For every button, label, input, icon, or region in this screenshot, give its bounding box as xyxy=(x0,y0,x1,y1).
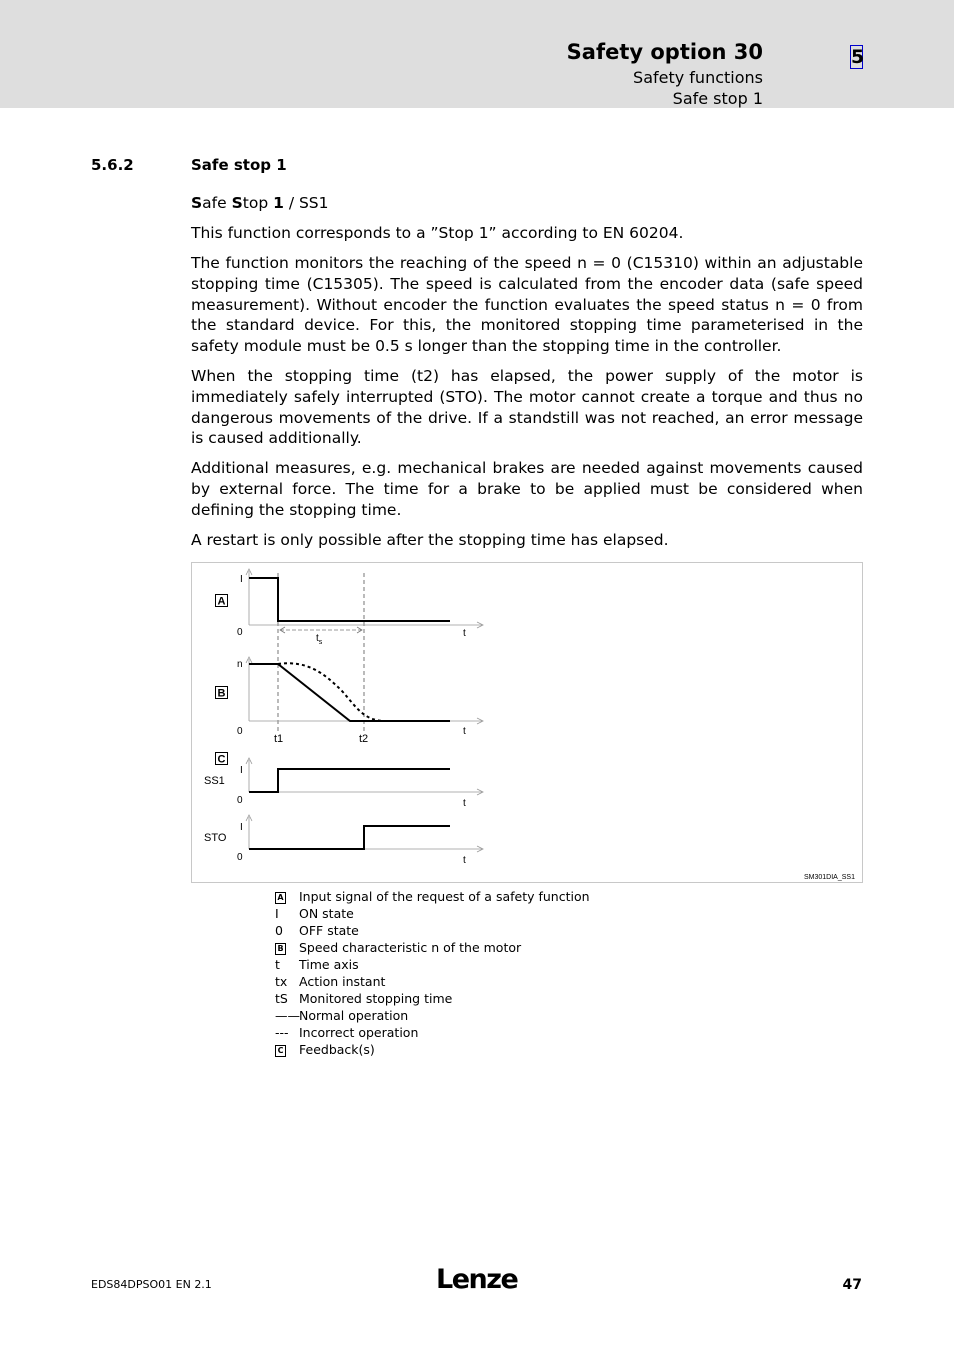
chart-ss1-zero-label: 0 xyxy=(237,795,243,806)
chart-sto-signal xyxy=(249,826,450,849)
chart-b-time-label: t xyxy=(463,726,466,737)
legend-symbol: C xyxy=(275,1041,295,1058)
legend-text: OFF state xyxy=(299,923,359,938)
legend-text: Time axis xyxy=(299,957,359,972)
chart-a-time-label: t xyxy=(463,628,466,639)
chart-sto-on-label: I xyxy=(240,822,243,833)
t2-label: t2 xyxy=(359,733,369,745)
legend-symbol: --- xyxy=(275,1025,289,1040)
legend-symbol: tx xyxy=(275,974,288,989)
paragraph-1: This function corresponds to a ”Stop 1” according to EN 60204. xyxy=(191,224,684,242)
chart-a-on-label: I xyxy=(240,574,243,585)
legend-symbol: I xyxy=(275,906,279,921)
chart-a-zero-label: 0 xyxy=(237,627,243,638)
header-subtitle-subsection: Safe stop 1 xyxy=(672,89,763,108)
chart-a-signal xyxy=(249,578,450,621)
legend-item xyxy=(275,939,735,956)
legend-text: Monitored stopping time xyxy=(299,991,453,1006)
legend-symbol: 0 xyxy=(275,923,283,938)
legend-item xyxy=(275,1041,735,1058)
subtitle-text-afe: afe xyxy=(202,194,232,212)
legend-text: Speed characteristic n of the motor xyxy=(299,940,522,955)
ts-bracket xyxy=(280,627,362,633)
chart-ss1-on-label: I xyxy=(240,765,243,776)
legend-item xyxy=(275,888,735,905)
legend-item xyxy=(275,1024,735,1041)
chart-ss1-signal xyxy=(249,769,450,792)
legend-text: Normal operation xyxy=(299,1008,409,1023)
label-box-b xyxy=(216,687,228,700)
section-subtitle xyxy=(191,194,329,212)
legend-item xyxy=(275,990,735,1007)
paragraph-2: The function monitors the reaching of the speed n = 0 (C15310) within an adjustable stopping time (C15305). The speed is calculated from the encoder data (safe speed measurement). Without encoder the function evaluates the speed status n = 0 from the standard device. For this, the monitored stopping time parameterised in the safety module must be 0.5 s longer than the stopping time in the controller. xyxy=(191,254,863,356)
lenze-logo: Lenze xyxy=(436,1264,518,1295)
legend-item xyxy=(275,922,735,939)
footer-document-id: EDS84DPSO01 EN 2.1 xyxy=(91,1278,212,1291)
subtitle-bold-s2: S xyxy=(231,194,243,212)
ss1-signal-label: SS1 xyxy=(204,775,225,787)
header-subtitle-section: Safety functions xyxy=(633,68,763,87)
legend-text: ON state xyxy=(299,906,354,921)
section-number: 5.6.2 xyxy=(91,156,134,174)
svg-text:C: C xyxy=(217,753,226,766)
legend-symbol: A xyxy=(275,888,295,905)
legend-text: Incorrect operation xyxy=(299,1025,419,1040)
t1-label: t1 xyxy=(274,733,284,745)
subtitle-bold-s: S xyxy=(191,194,203,212)
page-number: 47 xyxy=(842,1277,862,1293)
chart-b-n-label: n xyxy=(237,659,243,670)
chart-b-incorrect-speed xyxy=(278,663,386,721)
subtitle-text-ss1: / SS1 xyxy=(283,194,329,212)
diagram-legend xyxy=(275,888,735,1058)
chart-b-normal-speed xyxy=(249,664,450,721)
header-title: Safety option 30 xyxy=(566,40,763,64)
section-title: Safe stop 1 xyxy=(191,156,287,174)
chart-a-axes xyxy=(246,569,483,628)
legend-text: Action instant xyxy=(299,974,386,989)
page-header xyxy=(0,0,954,108)
chart-sto-time-label: t xyxy=(463,855,466,866)
legend-text: Input signal of the request of a safety function xyxy=(299,889,590,904)
legend-symbol: B xyxy=(275,939,295,956)
chapter-number-badge: 5 xyxy=(851,46,865,68)
legend-item xyxy=(275,1007,735,1024)
legend-symbol: tS xyxy=(275,991,288,1006)
subtitle-bold-1: 1 xyxy=(273,194,284,212)
paragraph-4: Additional measures, e.g. mechanical brakes are needed against movements caused by external force. The time for a brake to be applied must be considered when defining the stopping time. xyxy=(191,459,863,519)
paragraph-5: A restart is only possible after the stopping time has elapsed. xyxy=(191,531,669,549)
diagram-reference-code: SM301DIA_SS1 xyxy=(804,874,855,881)
sto-signal-label: STO xyxy=(204,832,227,844)
ts-label: $t_s$ xyxy=(316,633,323,646)
label-box-a xyxy=(216,595,228,608)
chart-ss1-axes xyxy=(246,758,483,795)
svg-text:B: B xyxy=(217,687,226,700)
legend-item xyxy=(275,905,735,922)
svg-text:A: A xyxy=(217,595,226,608)
legend-text: Feedback(s) xyxy=(299,1042,375,1057)
legend-symbol: t xyxy=(275,957,280,972)
chart-ss1-time-label: t xyxy=(463,798,466,809)
ss1-timing-diagram xyxy=(191,562,863,883)
subtitle-text-top: top xyxy=(242,194,274,212)
paragraph-3: When the stopping time (t2) has elapsed, the power supply of the motor is immediately safely interrupted (STO). The motor cannot create a torque and thus no dangerous movements of the drive. If a standstill was not reached, an error message is caused additionally. xyxy=(191,367,863,448)
chart-sto-zero-label: 0 xyxy=(237,852,243,863)
legend-symbol: —— xyxy=(275,1008,300,1023)
legend-item xyxy=(275,973,735,990)
legend-item xyxy=(275,956,735,973)
chart-b-zero-label: 0 xyxy=(237,726,243,737)
label-box-c xyxy=(216,753,228,766)
